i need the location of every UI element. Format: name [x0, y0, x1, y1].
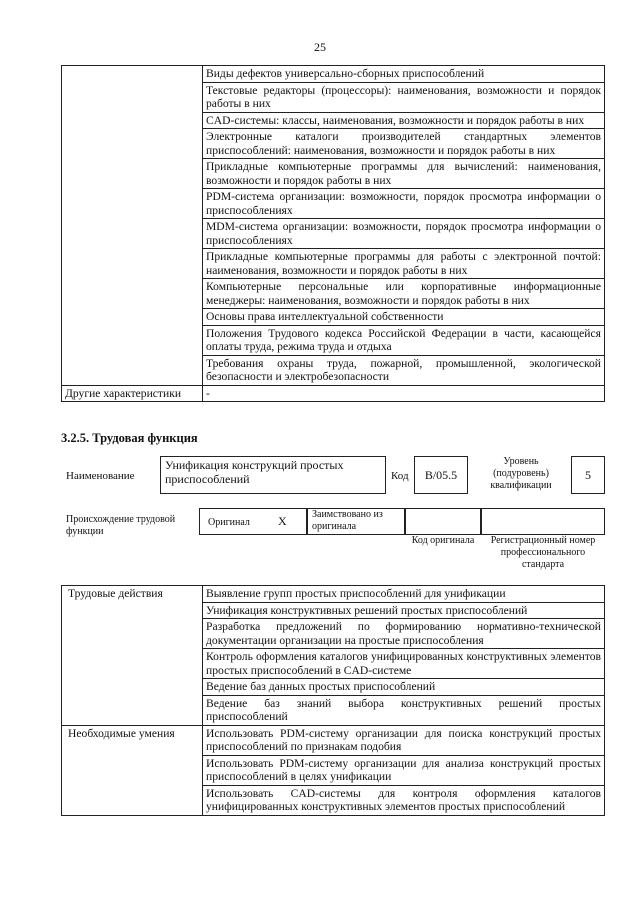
level-label: Уровень (подуровень) квалификации	[490, 456, 552, 491]
knowledge-label-cell	[62, 66, 203, 386]
labour-action-item: Разработка предложений по формированию нормативно-технической документации организации на простые приспособления	[203, 619, 605, 649]
origin-code-field	[405, 508, 481, 535]
knowledge-item: MDM-система организации: возможности, порядок просмотра информации о приспособлениях	[203, 219, 605, 249]
labour-action-item: Ведение баз знаний выбора конструктивных решений простых приспособлений	[203, 695, 605, 725]
knowledge-item: Положения Трудового кодекса Российской Федерации в части, касающейся оплаты труда, режима труда и отдыха	[203, 325, 605, 355]
function-table	[61, 585, 605, 816]
knowledge-table-body	[62, 66, 605, 402]
skill-item: Использовать PDM-систему организации для поиска конструкций простых приспособлений по признакам подобия	[203, 725, 605, 755]
knowledge-item: Компьютерные персональные или корпоративные информационные менеджеры: наименования, возможности и порядок работы в них	[203, 279, 605, 309]
original-mark: X	[278, 514, 287, 528]
level-field: 5	[571, 456, 605, 494]
knowledge-item: Основы права интеллектуальной собственности	[203, 309, 605, 326]
table-row	[62, 385, 605, 402]
other-characteristics-label: Другие характеристики	[62, 385, 203, 402]
labour-actions-label: Трудовые действия	[62, 586, 203, 726]
function-table-body	[62, 586, 605, 816]
required-skills-label: Необходимые умения	[62, 725, 203, 815]
skill-item: Использовать CAD-системы для контроля оформления каталогов унифицированных конструктивных элементов простых приспособлений	[203, 785, 605, 815]
knowledge-item: Электронные каталоги производителей стандартных элементов приспособлений: наименования, возможности и порядок работы в них	[203, 129, 605, 159]
knowledge-item: CAD-системы: классы, наименования, возможности и порядок работы в них	[203, 112, 605, 129]
knowledge-item: Виды дефектов универсально-сборных приспособлений	[203, 66, 605, 83]
section-title: 3.2.5. Трудовая функция	[61, 431, 198, 445]
labour-action-item: Унификация конструктивных решений простых приспособлений	[203, 602, 605, 619]
labour-action-item: Ведение баз данных простых приспособлений	[203, 679, 605, 696]
original-label: Оригинал	[208, 517, 250, 528]
code-label: Код	[391, 470, 409, 482]
name-label: Наименование	[66, 470, 135, 482]
knowledge-item: Требования охраны труда, пожарной, промышленной, экологической безопасности и электробезопасности	[203, 355, 605, 385]
skill-item: Использовать PDM-систему организации для анализа конструкций простых приспособлений в целях унификации	[203, 755, 605, 785]
knowledge-item: Прикладные компьютерные программы для вычислений: наименования, возможности и порядок работы в них	[203, 159, 605, 189]
other-characteristics-value: -	[203, 385, 605, 402]
page-number: 25	[314, 40, 326, 54]
reg-number-field	[481, 508, 605, 535]
origin-label: Происхождение трудовой функции	[66, 514, 176, 537]
knowledge-item: PDM-система организации: возможности, порядок просмотра информации о приспособлениях	[203, 189, 605, 219]
knowledge-item: Текстовые редакторы (процессоры): наименования, возможности и порядок работы в них	[203, 82, 605, 112]
labour-action-item: Выявление групп простых приспособлений для унификации	[203, 586, 605, 603]
borrowed-label: Заимствовано из оригинала	[312, 509, 383, 532]
function-name-field: Унификация конструкций простых приспособлений	[160, 456, 386, 494]
labour-action-item: Контроль оформления каталогов унифицированных конструктивных элементов простых приспособлений в CAD-системе	[203, 649, 605, 679]
table-row	[62, 66, 605, 83]
code-field: B/05.5	[414, 456, 468, 494]
table-row	[62, 586, 605, 603]
reg-number-label: Регистрационный номер профессионального стандарта	[490, 535, 596, 570]
knowledge-table	[61, 65, 605, 402]
origin-code-label: Код оригинала	[411, 535, 475, 546]
knowledge-item: Прикладные компьютерные программы для работы с электронной почтой: наименования, возможности и порядок работы в них	[203, 249, 605, 279]
table-row	[62, 725, 605, 755]
